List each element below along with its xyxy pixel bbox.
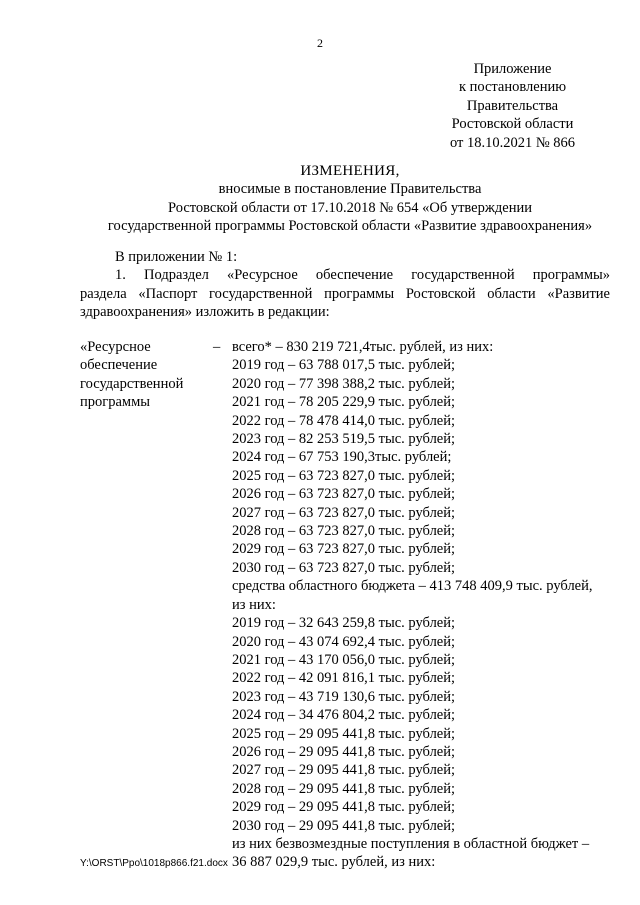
appendix-line: Ростовской области (451, 116, 574, 133)
year-line: 2021 год – 43 170 056,0 тыс. рублей; (232, 651, 456, 668)
year-line: 2027 год – 29 095 441,8 тыс. рублей; (232, 762, 456, 779)
year-line: 2029 год – 29 095 441,8 тыс. рублей; (232, 799, 456, 816)
heading-line: Ростовской области от 17.10.2018 № 654 «Об утверждении (168, 199, 532, 216)
file-path-footer: Y:\ORST\Ppo\1018p866.f21.docx (80, 858, 228, 869)
row-label (80, 338, 220, 412)
appendix-line: к постановлению (458, 79, 567, 96)
year-line: 2025 год – 63 723 827,0 тыс. рублей; (232, 467, 456, 484)
row-label-line: «Ресурсное (80, 339, 151, 355)
year-line: 2022 год – 42 091 816,1 тыс. рублей; (232, 670, 456, 687)
year-line: 2028 год – 29 095 441,8 тыс. рублей; (232, 780, 456, 797)
year-line: 2025 год – 29 095 441,8 тыс. рублей; (232, 725, 456, 742)
year-line: 2022 год – 78 478 414,0 тыс. рублей; (232, 412, 456, 429)
year-line: 2029 год – 63 723 827,0 тыс. рублей; (232, 541, 456, 558)
heading-line: государственной программы Ростовской области «Развитие здравоохранения» (107, 218, 593, 235)
year-line: 2027 год – 63 723 827,0 тыс. рублей; (232, 504, 456, 521)
heading-line: вносимые в постановление Правительства (218, 181, 482, 198)
year-line: 2024 год – 67 753 190,3тыс. рублей; (232, 449, 452, 466)
year-line: 2023 год – 82 253 519,5 тыс. рублей; (232, 431, 456, 448)
year-line: 2020 год – 43 074 692,4 тыс. рублей; (232, 633, 456, 650)
gratuitous-line: 36 887 029,9 тыс. рублей, из них: (232, 854, 436, 871)
total-line: всего* – 830 219 721,4тыс. рублей, из них: (232, 339, 494, 355)
intro-section (80, 248, 610, 322)
appendix-block (435, 60, 590, 152)
year-line: 2021 год – 78 205 229,9 тыс. рублей; (232, 394, 456, 411)
row-label-line: программы (80, 394, 150, 411)
paragraph-line: здравоохранения» изложить в редакции: (80, 304, 330, 321)
year-line: 2024 год – 34 476 804,2 тыс. рублей; (232, 707, 456, 724)
year-line: 2026 год – 29 095 441,8 тыс. рублей; (232, 743, 456, 760)
appendix-line: Правительства (466, 97, 559, 114)
year-line: 2023 год – 43 719 130,6 тыс. рублей; (232, 688, 456, 705)
year-line: 2019 год – 63 788 017,5 тыс. рублей; (232, 357, 456, 374)
paragraph-line: 1. Подраздел «Ресурсное обеспечение государственной программы» (115, 267, 610, 284)
intro-line: В приложении № 1: (115, 249, 238, 265)
row-label-line: обеспечение (80, 357, 158, 374)
year-line: 2030 год – 63 723 827,0 тыс. рублей; (232, 559, 456, 576)
year-line: 2026 год – 63 723 827,0 тыс. рублей; (232, 486, 456, 503)
year-line: 2030 год – 29 095 441,8 тыс. рублей; (232, 817, 456, 834)
document-heading (80, 162, 620, 236)
year-line: 2020 год – 77 398 388,2 тыс. рублей; (232, 375, 456, 392)
regional-budget-line: из них: (232, 596, 276, 613)
label-dash: – (213, 339, 221, 355)
row-label-line: государственной (80, 375, 184, 392)
gratuitous-line: из них безвозмездные поступления в областной бюджет – (232, 835, 590, 852)
appendix-line: Приложение (473, 61, 552, 77)
funding-values (232, 338, 612, 872)
page-number: 2 (317, 36, 323, 50)
document-title: ИЗМЕНЕНИЯ, (300, 163, 400, 179)
year-line: 2028 год – 63 723 827,0 тыс. рублей; (232, 523, 456, 540)
year-line: 2019 год – 32 643 259,8 тыс. рублей; (232, 615, 456, 632)
paragraph-line: раздела «Паспорт государственной программы Ростовской области «Развитие (80, 285, 610, 302)
regional-budget-line: средства областного бюджета – 413 748 409,9 тыс. рублей, (232, 578, 593, 595)
appendix-line: от 18.10.2021 № 866 (449, 134, 576, 151)
